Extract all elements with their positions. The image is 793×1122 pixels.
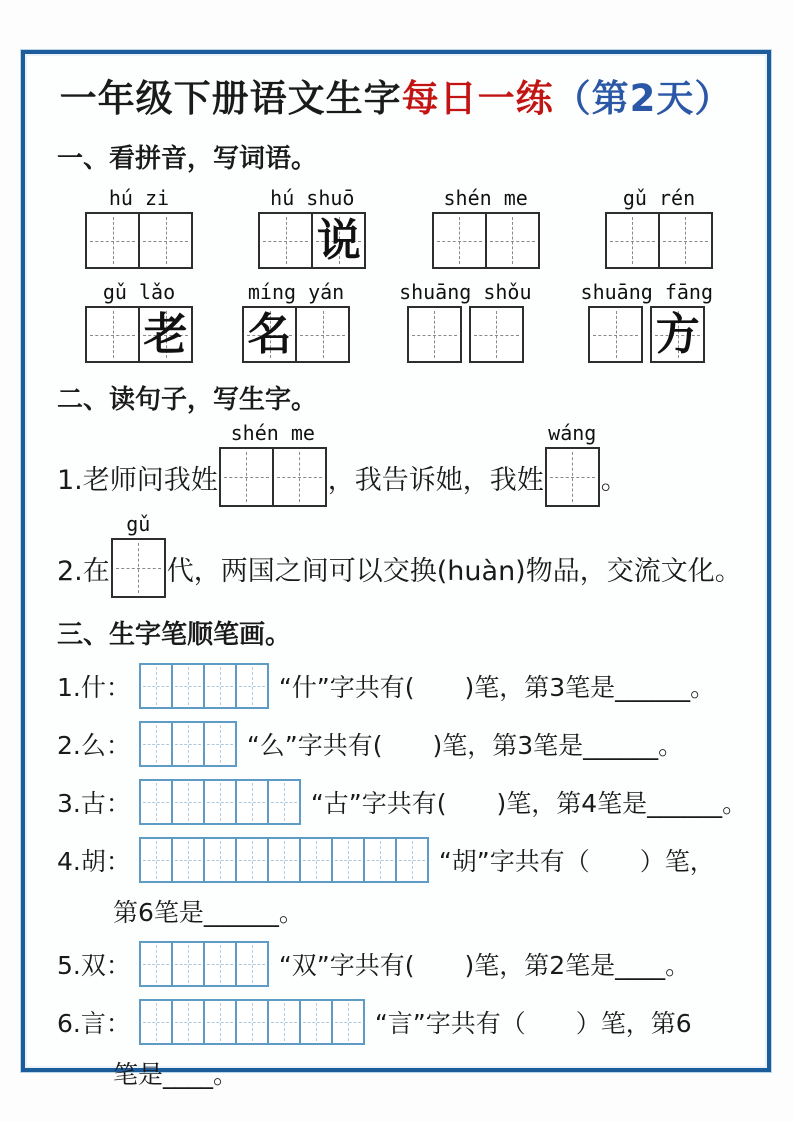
answer-boxes [85, 212, 193, 269]
answer-cell[interactable] [171, 999, 205, 1045]
answer-boxes [545, 447, 600, 507]
answer-boxes [219, 447, 327, 507]
section2-heading: 二、读句子，写生字。 [57, 385, 318, 415]
pinyin-label: hú zi [108, 186, 170, 210]
cell-hline [367, 860, 393, 861]
word-group [85, 281, 193, 363]
stroke-row [51, 663, 741, 709]
written-character: 老 [143, 308, 188, 360]
answer-cell[interactable] [235, 941, 269, 987]
word-group [85, 187, 193, 269]
word-group [581, 281, 713, 363]
answer-cell[interactable] [171, 941, 205, 987]
grid-cell-filled [311, 212, 366, 269]
word-group [242, 281, 350, 363]
answer-cell[interactable] [85, 212, 140, 269]
cell-hline [116, 568, 161, 569]
cell-hline [175, 964, 201, 965]
cell-hline [300, 335, 345, 336]
answer-cell[interactable] [203, 779, 237, 825]
answer-boxes [605, 212, 713, 269]
answer-cell[interactable] [267, 779, 301, 825]
answer-cell[interactable] [171, 721, 205, 767]
answer-cell[interactable] [171, 779, 205, 825]
cell-hline [143, 744, 169, 745]
sentence-exercises [51, 422, 741, 598]
cell-hline [175, 1022, 201, 1023]
answer-cell[interactable] [85, 306, 140, 363]
cell-hline [143, 1022, 169, 1023]
cell-hline [175, 744, 201, 745]
title-day: （第2天） [553, 77, 733, 120]
cell-hline [90, 241, 135, 242]
answer-cell[interactable] [203, 663, 237, 709]
grid-cell-filled [138, 306, 193, 363]
stroke-practice-boxes [139, 721, 237, 767]
sentence-text: 1.老师问我姓 [57, 465, 218, 496]
cell-hline [490, 241, 535, 242]
stroke-item-label: 1.什： [57, 673, 131, 702]
cell-hline [663, 241, 708, 242]
answer-cell[interactable] [139, 941, 173, 987]
cell-hline [412, 335, 457, 336]
cell-hline [239, 686, 265, 687]
stroke-question-text: “双”字共有( )笔，第2笔是____。 [278, 951, 691, 980]
cell-hline [277, 477, 322, 478]
pinyin-label: shén me [230, 421, 315, 445]
pinyin-label: míng yán [247, 280, 345, 304]
answer-cell[interactable] [299, 999, 333, 1045]
cell-hline [335, 1022, 361, 1023]
answer-cell[interactable] [267, 837, 301, 883]
stroke-item-label: 3.古： [57, 789, 131, 818]
answer-cell[interactable] [545, 447, 600, 507]
stroke-practice-boxes [139, 941, 269, 987]
stroke-question-text: “胡”字共有（ ）笔， [438, 847, 715, 876]
answer-cell[interactable] [299, 837, 333, 883]
grid-cell-filled [242, 306, 297, 363]
word-group [219, 422, 327, 507]
answer-cell[interactable] [331, 837, 365, 883]
title-series: 每日一练 [401, 77, 554, 120]
answer-cell[interactable] [139, 663, 173, 709]
cell-hline [143, 860, 169, 861]
sentence-text: 代，两国之间可以交换(huàn)物品，交流文化。 [166, 556, 742, 587]
answer-boxes [258, 212, 366, 269]
cell-hline [207, 744, 233, 745]
stroke-item-label: 2.么： [57, 731, 131, 760]
word-group [399, 281, 531, 363]
cell-hline [593, 335, 638, 336]
answer-cell[interactable] [139, 779, 173, 825]
stroke-item-label: 5.双： [57, 951, 131, 980]
answer-cell[interactable] [235, 663, 269, 709]
cell-hline [610, 241, 655, 242]
stroke-practice-boxes [139, 837, 429, 883]
cell-hline [271, 860, 297, 861]
answer-cell[interactable] [469, 306, 524, 363]
cell-hline [207, 802, 233, 803]
answer-cell[interactable] [203, 837, 237, 883]
stroke-question-text: “古”字共有( )笔，第4笔是______。 [310, 789, 748, 818]
answer-cell[interactable] [331, 999, 365, 1045]
stroke-question-text: “言”字共有（ ）笔，第6 [374, 1009, 692, 1038]
word-group [432, 187, 540, 269]
answer-cell[interactable] [138, 212, 193, 269]
answer-cell[interactable] [432, 212, 487, 269]
pinyin-label: shuāng shǒu [399, 280, 532, 304]
stroke-row [51, 941, 741, 987]
cell-hline [239, 860, 265, 861]
word-group [111, 513, 166, 598]
pinyin-word-grid [51, 187, 741, 363]
pinyin-label: hú shuō [270, 186, 355, 210]
stroke-item-label: 4.胡： [57, 847, 131, 876]
word-group [258, 187, 366, 269]
cell-hline [239, 1022, 265, 1023]
cell-hline [550, 477, 595, 478]
pinyin-label: shén me [443, 186, 528, 210]
answer-boxes [432, 212, 540, 269]
cell-hline [207, 686, 233, 687]
stroke-practice-boxes [139, 999, 365, 1045]
section1-heading: 一、看拼音，写词语。 [57, 144, 318, 174]
written-character: 说 [316, 214, 361, 266]
pinyin-label: gǔ rén [622, 186, 696, 210]
word-row [51, 281, 741, 363]
pinyin-label: gǔ [126, 512, 151, 536]
stroke-question-text: “什”字共有( )笔，第3笔是______。 [278, 673, 716, 702]
answer-cell[interactable] [203, 999, 237, 1045]
answer-cell[interactable] [272, 447, 327, 507]
word-group [605, 187, 713, 269]
cell-hline [303, 860, 329, 861]
written-character: 名 [247, 308, 292, 360]
word-row [51, 187, 741, 269]
answer-cell[interactable] [219, 447, 274, 507]
answer-cell[interactable] [363, 837, 397, 883]
answer-boxes [407, 306, 524, 363]
sentence-line [51, 422, 741, 507]
cell-hline [303, 1022, 329, 1023]
answer-boxes [588, 306, 705, 363]
word-group [545, 422, 600, 507]
cell-hline [143, 686, 169, 687]
answer-boxes [111, 538, 166, 598]
cell-hline [399, 860, 425, 861]
answer-cell[interactable] [235, 837, 269, 883]
cell-hline [175, 860, 201, 861]
answer-cell[interactable] [171, 837, 205, 883]
page-title [51, 68, 741, 122]
answer-cell[interactable] [111, 538, 166, 598]
cell-hline [271, 802, 297, 803]
answer-cell[interactable] [267, 999, 301, 1045]
answer-cell[interactable] [258, 212, 313, 269]
cell-hline [175, 802, 201, 803]
answer-cell[interactable] [485, 212, 540, 269]
pinyin-label: shuāng fāng [580, 280, 713, 304]
cell-hline [207, 860, 233, 861]
sentence-text: 。 [600, 465, 628, 496]
cell-hline [207, 1022, 233, 1023]
answer-cell[interactable] [588, 306, 643, 363]
answer-cell[interactable] [139, 837, 173, 883]
cell-hline [90, 335, 135, 336]
answer-cell[interactable] [171, 663, 205, 709]
stroke-order-exercises [51, 663, 748, 1091]
stroke-row [51, 999, 741, 1045]
stroke-question-text: “么”字共有( )笔，第3笔是______。 [246, 731, 684, 760]
pinyin-label: wáng [548, 421, 597, 445]
cell-hline [474, 335, 519, 336]
answer-cell[interactable] [605, 212, 660, 269]
cell-hline [271, 1022, 297, 1023]
cell-hline [239, 802, 265, 803]
section3-heading: 三、生字笔顺笔画。 [57, 620, 292, 650]
worksheet-frame [21, 50, 771, 1089]
answer-cell[interactable] [203, 941, 237, 987]
cell-hline [143, 964, 169, 965]
stroke-row [51, 837, 741, 883]
stroke-item-label: 6.言： [57, 1009, 131, 1038]
answer-cell[interactable] [395, 837, 429, 883]
stroke-row [51, 721, 741, 767]
written-character: 方 [655, 308, 700, 360]
answer-cell[interactable] [658, 212, 713, 269]
pinyin-label: gǔ lǎo [102, 280, 176, 304]
answer-cell[interactable] [203, 721, 237, 767]
sentence-line [51, 513, 741, 598]
cell-hline [207, 964, 233, 965]
stroke-practice-boxes [139, 663, 269, 709]
cell-hline [143, 802, 169, 803]
cell-hline [335, 860, 361, 861]
cell-hline [143, 241, 188, 242]
stroke-row [51, 779, 748, 825]
stroke-question-wrap: 笔是____。 [113, 1060, 239, 1089]
answer-cell[interactable] [139, 721, 173, 767]
answer-boxes [242, 306, 350, 363]
cell-hline [263, 241, 308, 242]
sentence-text: ，我告诉她，我姓 [327, 465, 544, 496]
answer-cell[interactable] [139, 999, 173, 1045]
cell-hline [437, 241, 482, 242]
answer-cell[interactable] [235, 999, 269, 1045]
answer-boxes [85, 306, 193, 363]
cell-hline [239, 964, 265, 965]
answer-cell[interactable] [235, 779, 269, 825]
cell-hline [175, 686, 201, 687]
answer-cell[interactable] [407, 306, 462, 363]
sentence-text: 2.在 [57, 556, 110, 587]
title-course: 一年级下册语文生字 [59, 77, 402, 120]
grid-cell-filled [650, 306, 705, 363]
stroke-question-wrap: 第6笔是______。 [113, 898, 304, 927]
stroke-practice-boxes [139, 779, 301, 825]
answer-cell[interactable] [295, 306, 350, 363]
cell-hline [224, 477, 269, 478]
